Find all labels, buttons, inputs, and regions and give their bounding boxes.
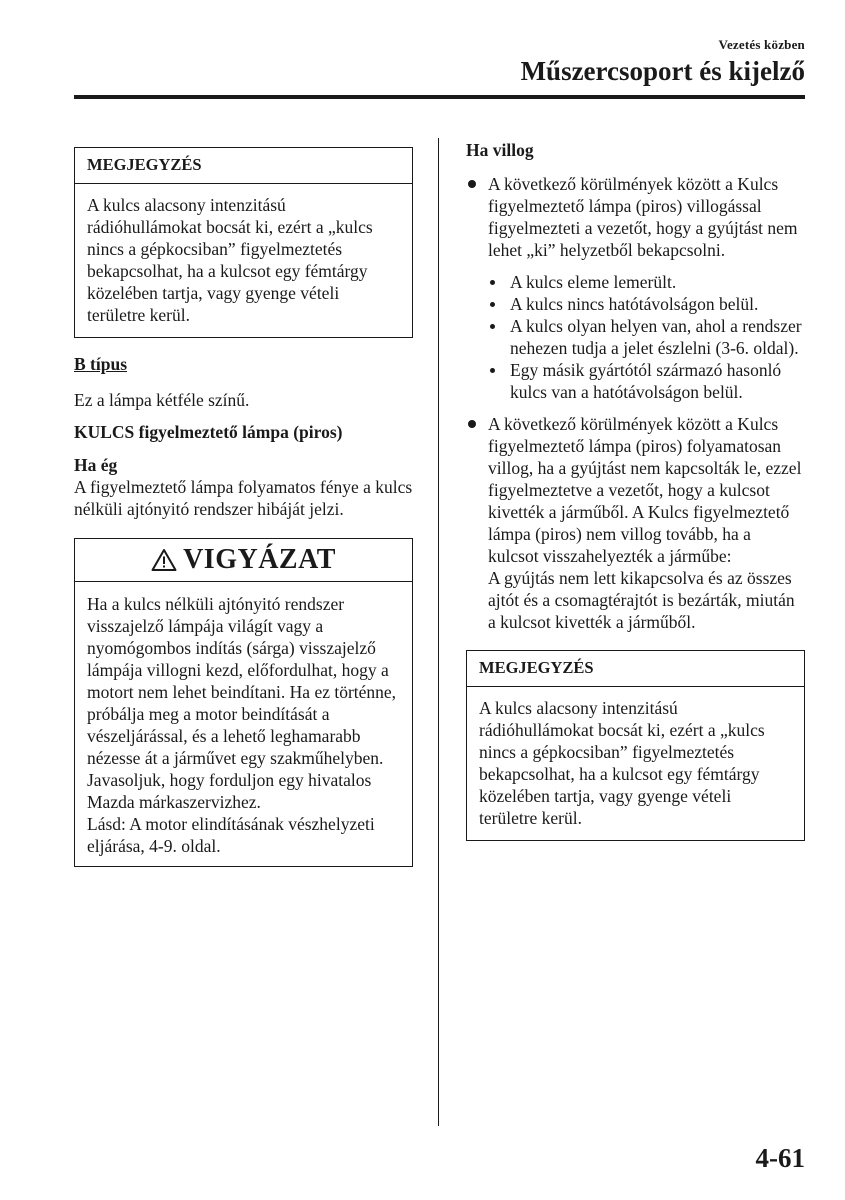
- page-number: 4-61: [755, 1143, 805, 1173]
- note-heading: MEGJEGYZÉS: [75, 148, 412, 184]
- note-text: A kulcs alacsony intenzitású rádióhullámokat bocsát ki, ezért a „kulcs nincs a gépkocsiban” figyelmeztetés bekapcsolhat, ha a kulcsot egy fémtárgy közelében tartja, vagy gyenge vételi területre kerül.: [87, 195, 373, 325]
- list-item-text: A következő körülmények között a Kulcs figyelmeztető lámpa (piros) folyamatosan villog, ha a gyújtást nem kapcsolták le, ezzel figyelmeztetve a vezetőt, hogy a kulcsot kivették a járműből. A Kulcs figyelmeztető lámpa (piros) nem villog tovább, ha a kulcsot visszahelyezték a járműbe:: [488, 414, 802, 566]
- page-title: Műszercsoport és kijelző: [520, 56, 805, 86]
- warning-heading-row: [75, 539, 412, 582]
- note-text: A kulcs alacsony intenzitású rádióhullámokat bocsát ki, ezért a „kulcs nincs a gépkocsiban” figyelmeztetés bekapcsolhat, ha a kulcsot egy fémtárgy közelében tartja, vagy gyenge vételi területre kerül.: [479, 698, 765, 828]
- on-text: A figyelmeztető lámpa folyamatos fénye a kulcs nélküli ajtónyitó rendszer hibáját jelzi.: [74, 477, 413, 519]
- warning-triangle-icon: [151, 548, 177, 572]
- warning-box: [74, 538, 413, 867]
- key-lamp-heading: KULCS figyelmeztető lámpa (piros): [74, 422, 343, 442]
- warning-reference: Lásd: A motor elindításának vészhelyzeti eljárása, 4-9. oldal.: [87, 814, 375, 856]
- column-divider: [438, 138, 439, 1126]
- header-rule: [74, 95, 805, 99]
- list-item: [466, 413, 805, 633]
- sub-list-item: A kulcs olyan helyen van, ahol a rendszer nehezen tudja a jelet észlelni (3-6. oldal).: [488, 315, 805, 359]
- sub-list: [488, 271, 805, 403]
- left-column: [74, 147, 413, 867]
- warning-body: [75, 582, 412, 866]
- sub-list-item: Egy másik gyártótól származó hasonló kulcs van a hatótávolságon belül.: [488, 359, 805, 403]
- sub-list-item: A kulcs nincs hatótávolságon belül.: [488, 293, 805, 315]
- b-type-heading: B típus: [74, 354, 128, 374]
- list-item-condition: A gyújtás nem lett kikapcsolva és az összes ajtót és a csomagtérajtót is bezárták, miután a kulcsot kivették a járműből.: [488, 568, 795, 632]
- two-colors-text: Ez a lámpa kétféle színű.: [74, 390, 250, 410]
- blink-list: [466, 173, 805, 633]
- warning-heading: VIGYÁZAT: [183, 544, 336, 575]
- on-heading: Ha ég: [74, 455, 118, 475]
- warning-text: Ha a kulcs nélküli ajtónyitó rendszer visszajelző lámpája világít vagy a nyomógombos indítás (sárga) visszajelző lámpája villogni kezd, előfordulhat, hogy a motort nem lehet beindítani. Ha ez történne, próbálja meg a motor beindítását a vészeljárással, és a lehető leghamarabb nézesse át a járművet egy szakműhelyben. Javasoljuk, hogy forduljon egy hivatalos Mazda márkaszervizhez.: [87, 594, 397, 812]
- note-box: [74, 147, 413, 338]
- blink-heading: Ha villog: [466, 140, 534, 160]
- note-heading: MEGJEGYZÉS: [467, 651, 804, 687]
- list-item-text: A következő körülmények között a Kulcs figyelmeztető lámpa (piros) villogással figyelmezteti a vezetőt, hogy a gyújtást nem lehet „ki” helyzetből bekapcsolni.: [488, 174, 798, 260]
- right-column: [466, 139, 805, 841]
- section-label: Vezetés közben: [718, 37, 805, 52]
- sub-list-item: A kulcs eleme lemerült.: [488, 271, 805, 293]
- list-item: [466, 173, 805, 403]
- note-box: [466, 650, 805, 841]
